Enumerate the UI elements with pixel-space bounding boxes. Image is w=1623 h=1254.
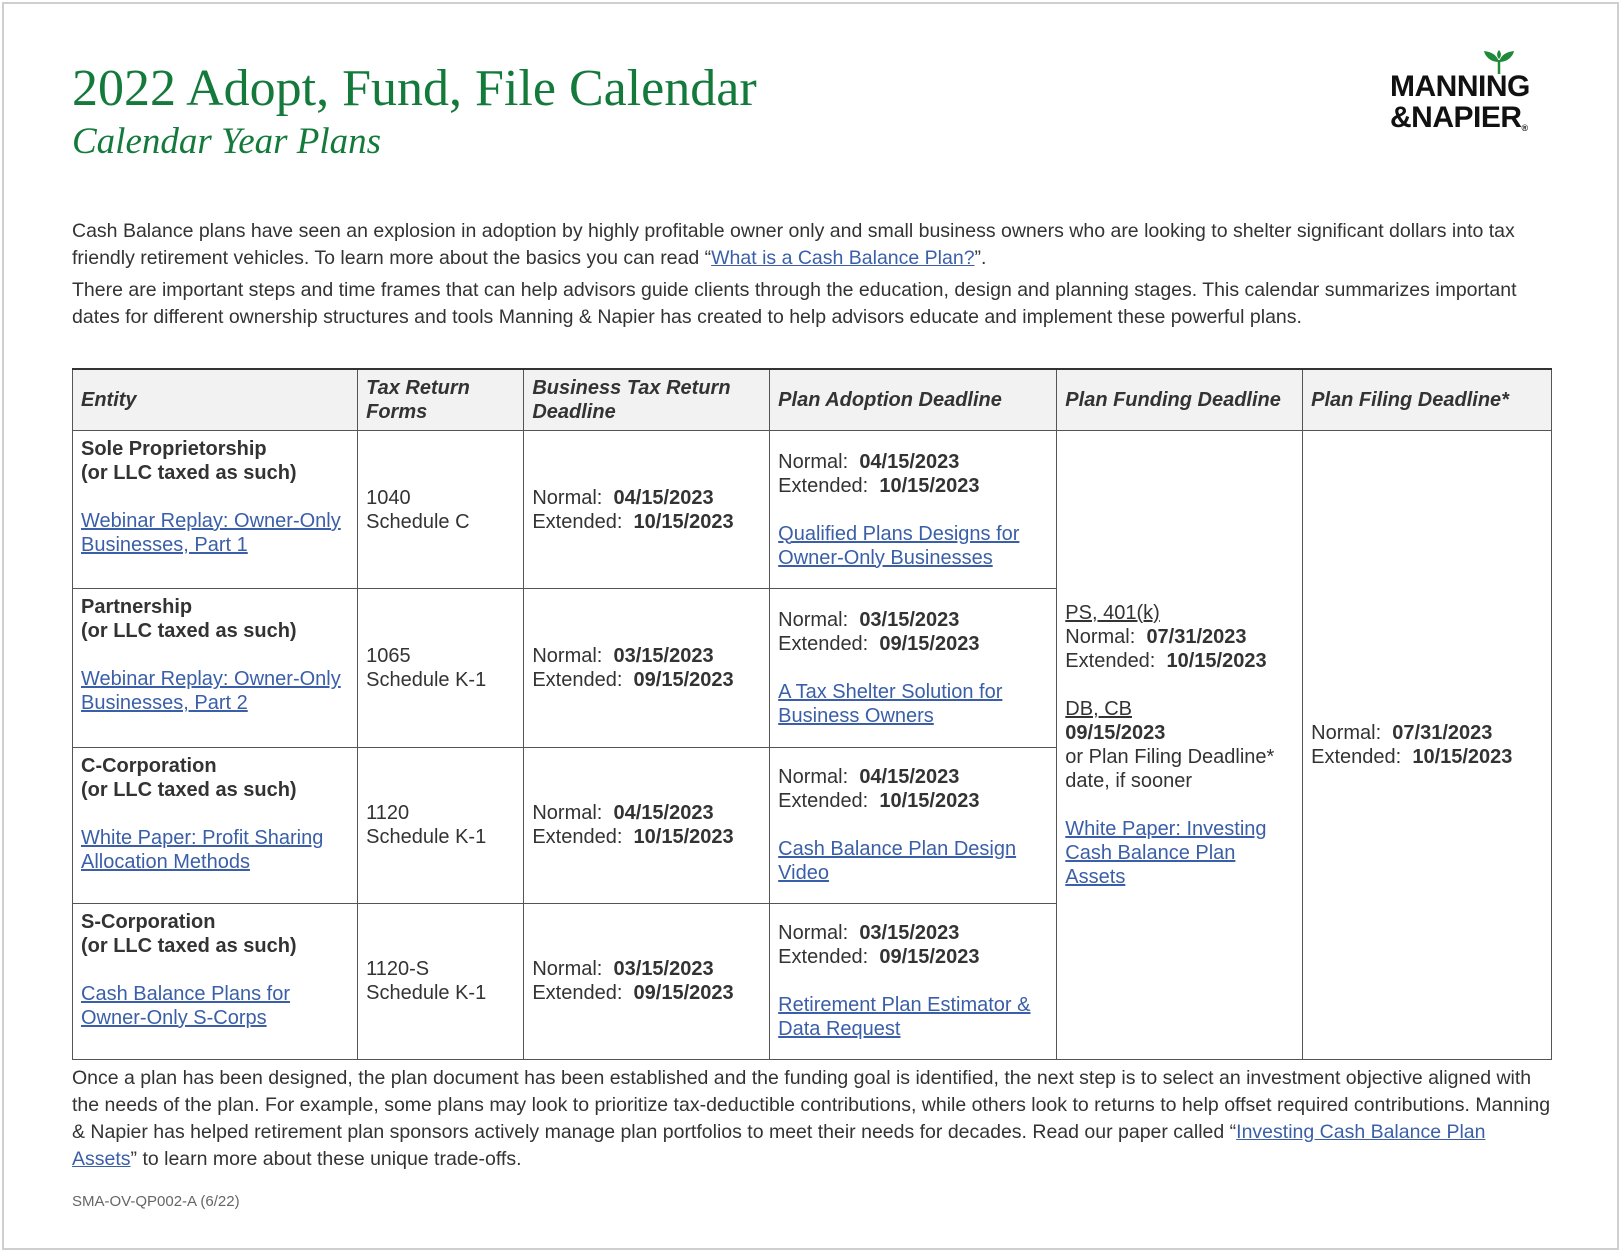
filing-deadline-cell — [1303, 431, 1552, 1060]
db-cb-note-1: or Plan Filing Deadline* — [1065, 746, 1275, 768]
header-entity: Entity — [73, 369, 358, 431]
tax-forms-cell — [358, 747, 524, 903]
header-business-deadline: Business Tax Return Deadline — [524, 369, 770, 431]
header-filing-deadline: Plan Filing Deadline* — [1303, 369, 1552, 431]
normal-date: Normal: 03/15/2023 — [778, 608, 960, 631]
tax-forms-cell — [358, 903, 524, 1059]
entity-note: (or LLC taxed as such) — [81, 934, 297, 957]
form-schedule: Schedule K-1 — [366, 982, 487, 1005]
business-deadline-cell — [524, 431, 770, 589]
entity-note: (or LLC taxed as such) — [81, 778, 297, 801]
extended-date: Extended: 10/15/2023 — [778, 790, 980, 813]
adoption-resource-link[interactable]: Qualified Plans Designs for Owner-Only Businesses — [778, 522, 1020, 569]
page-title: 2022 Adopt, Fund, File Calendar — [72, 60, 757, 117]
entity-resource-link[interactable]: Cash Balance Plans for Owner-Only S-Corps — [81, 982, 291, 1029]
table-header-row — [73, 369, 1552, 431]
header-adoption-deadline: Plan Adoption Deadline — [770, 369, 1057, 431]
entity-note: (or LLC taxed as such) — [81, 620, 297, 643]
entity-name: Sole Proprietorship — [81, 438, 267, 460]
funding-deadline-cell — [1057, 431, 1303, 1060]
filing-normal-date: Normal: 07/31/2023 — [1311, 722, 1493, 744]
logo-line-1: MANNING — [1390, 70, 1530, 103]
table-row — [73, 431, 1552, 589]
calendar-table — [72, 368, 1552, 1060]
entity-cell — [73, 431, 358, 589]
form-number: 1120 — [366, 802, 410, 825]
extended-date: Extended: 10/15/2023 — [532, 826, 734, 849]
form-number: 1040 — [366, 486, 411, 509]
header-tax-forms: Tax Return Forms — [358, 369, 524, 431]
form-number: 1120-S — [366, 958, 430, 981]
ps-401k-label[interactable]: PS, 401(k) — [1065, 602, 1160, 624]
normal-date: Normal: 03/15/2023 — [532, 958, 714, 981]
extended-date: Extended: 09/15/2023 — [532, 982, 734, 1005]
db-cb-date: 09/15/2023 — [1065, 722, 1166, 744]
business-deadline-cell — [524, 747, 770, 903]
form-schedule: Schedule K-1 — [366, 826, 487, 849]
adoption-deadline-cell — [770, 747, 1057, 903]
normal-date: Normal: 04/15/2023 — [532, 486, 714, 509]
entity-resource-link[interactable]: Webinar Replay: Owner-Only Businesses, Part 1 — [81, 510, 341, 556]
filing-extended-date: Extended: 10/15/2023 — [1311, 746, 1513, 768]
adoption-deadline-cell — [770, 589, 1057, 747]
extended-date: Extended: 09/15/2023 — [778, 946, 980, 969]
extended-date: Extended: 10/15/2023 — [778, 474, 980, 497]
normal-date: Normal: 04/15/2023 — [778, 766, 960, 789]
funding-normal-date: Normal: 07/31/2023 — [1065, 626, 1247, 648]
entity-cell — [73, 747, 358, 903]
intro-paragraph-1: Cash Balance plans have seen an explosion in adoption by highly profitable owner only and small business owners who are looking to shelter significant dollars into tax friendly retirement vehicles. To learn more about the basics you can read “What is a Cash Balance Plan?”. — [72, 220, 1515, 269]
entity-cell — [73, 903, 358, 1059]
normal-date: Normal: 04/15/2023 — [778, 450, 960, 473]
header-funding-deadline: Plan Funding Deadline — [1057, 369, 1303, 431]
manning-napier-logo — [1390, 50, 1550, 140]
extended-date: Extended: 10/15/2023 — [532, 510, 734, 533]
page-subtitle: Calendar Year Plans — [72, 121, 382, 162]
entity-resource-link[interactable]: Webinar Replay: Owner-Only Businesses, Part 2 — [81, 668, 341, 715]
tax-forms-cell — [358, 431, 524, 589]
entity-name: Partnership — [81, 596, 193, 619]
form-schedule: Schedule C — [366, 510, 470, 533]
entity-name: C-Corporation — [81, 754, 217, 777]
business-deadline-cell — [524, 903, 770, 1059]
entity-resource-link[interactable]: White Paper: Profit Sharing Allocation Methods — [81, 826, 324, 873]
business-deadline-cell — [524, 589, 770, 747]
entity-note: (or LLC taxed as such) — [81, 462, 297, 484]
logo-line-2: &NAPIER® — [1390, 101, 1528, 134]
extended-date: Extended: 09/15/2023 — [532, 668, 734, 691]
normal-date: Normal: 03/15/2023 — [778, 922, 960, 945]
adoption-deadline-cell — [770, 431, 1057, 589]
intro-section — [72, 218, 1542, 336]
entity-name: S-Corporation — [81, 910, 216, 933]
outro-paragraph: Once a plan has been designed, the plan document has been established and the funding goal is identified, the next step is to select an investment objective aligned with the needs of the plan. For example, some plans may look to prioritize tax-deductible contributions, while others look to returns to help offset required contributions. Manning & Napier has helped retirement plan sponsors actively manage plan portfolios to meet their needs for decades. Read our paper called “Investing Cash Balance Plan Assets” to learn more about these unique trade-offs. — [72, 1067, 1551, 1170]
db-cb-note-2: date, if sooner — [1065, 770, 1193, 792]
intro-paragraph-2: There are important steps and time frames that can help advisors guide clients through the education, design and planning stages. This calendar summarizes important dates for different ownership structures and tools Manning & Napier has created to help advisors educate and implement these powerful plans. — [72, 279, 1517, 328]
document-code: SMA-OV-QP002-A (6/22) — [72, 1193, 240, 1210]
entity-cell — [73, 589, 358, 747]
adoption-resource-link[interactable]: A Tax Shelter Solution for Business Owners — [778, 680, 1003, 727]
db-cb-label[interactable]: DB, CB — [1065, 698, 1132, 720]
tax-forms-cell — [358, 589, 524, 747]
adoption-resource-link[interactable]: Cash Balance Plan Design Video — [778, 838, 1017, 885]
extended-date: Extended: 09/15/2023 — [778, 632, 980, 655]
investing-cash-balance-paper-link[interactable]: Investing Cash Balance Plan Assets — [72, 1121, 1486, 1170]
normal-date: Normal: 03/15/2023 — [532, 644, 714, 667]
form-schedule: Schedule K-1 — [366, 668, 487, 691]
investing-cash-balance-link[interactable]: White Paper: Investing Cash Balance Plan Assets — [1065, 818, 1267, 888]
normal-date: Normal: 04/15/2023 — [532, 802, 714, 825]
funding-extended-date: Extended: 10/15/2023 — [1065, 650, 1267, 672]
what-is-cash-balance-link[interactable]: What is a Cash Balance Plan? — [711, 247, 975, 269]
adoption-deadline-cell — [770, 903, 1057, 1059]
adoption-resource-link[interactable]: Retirement Plan Estimator & Data Request — [778, 994, 1031, 1041]
form-number: 1065 — [366, 644, 411, 667]
